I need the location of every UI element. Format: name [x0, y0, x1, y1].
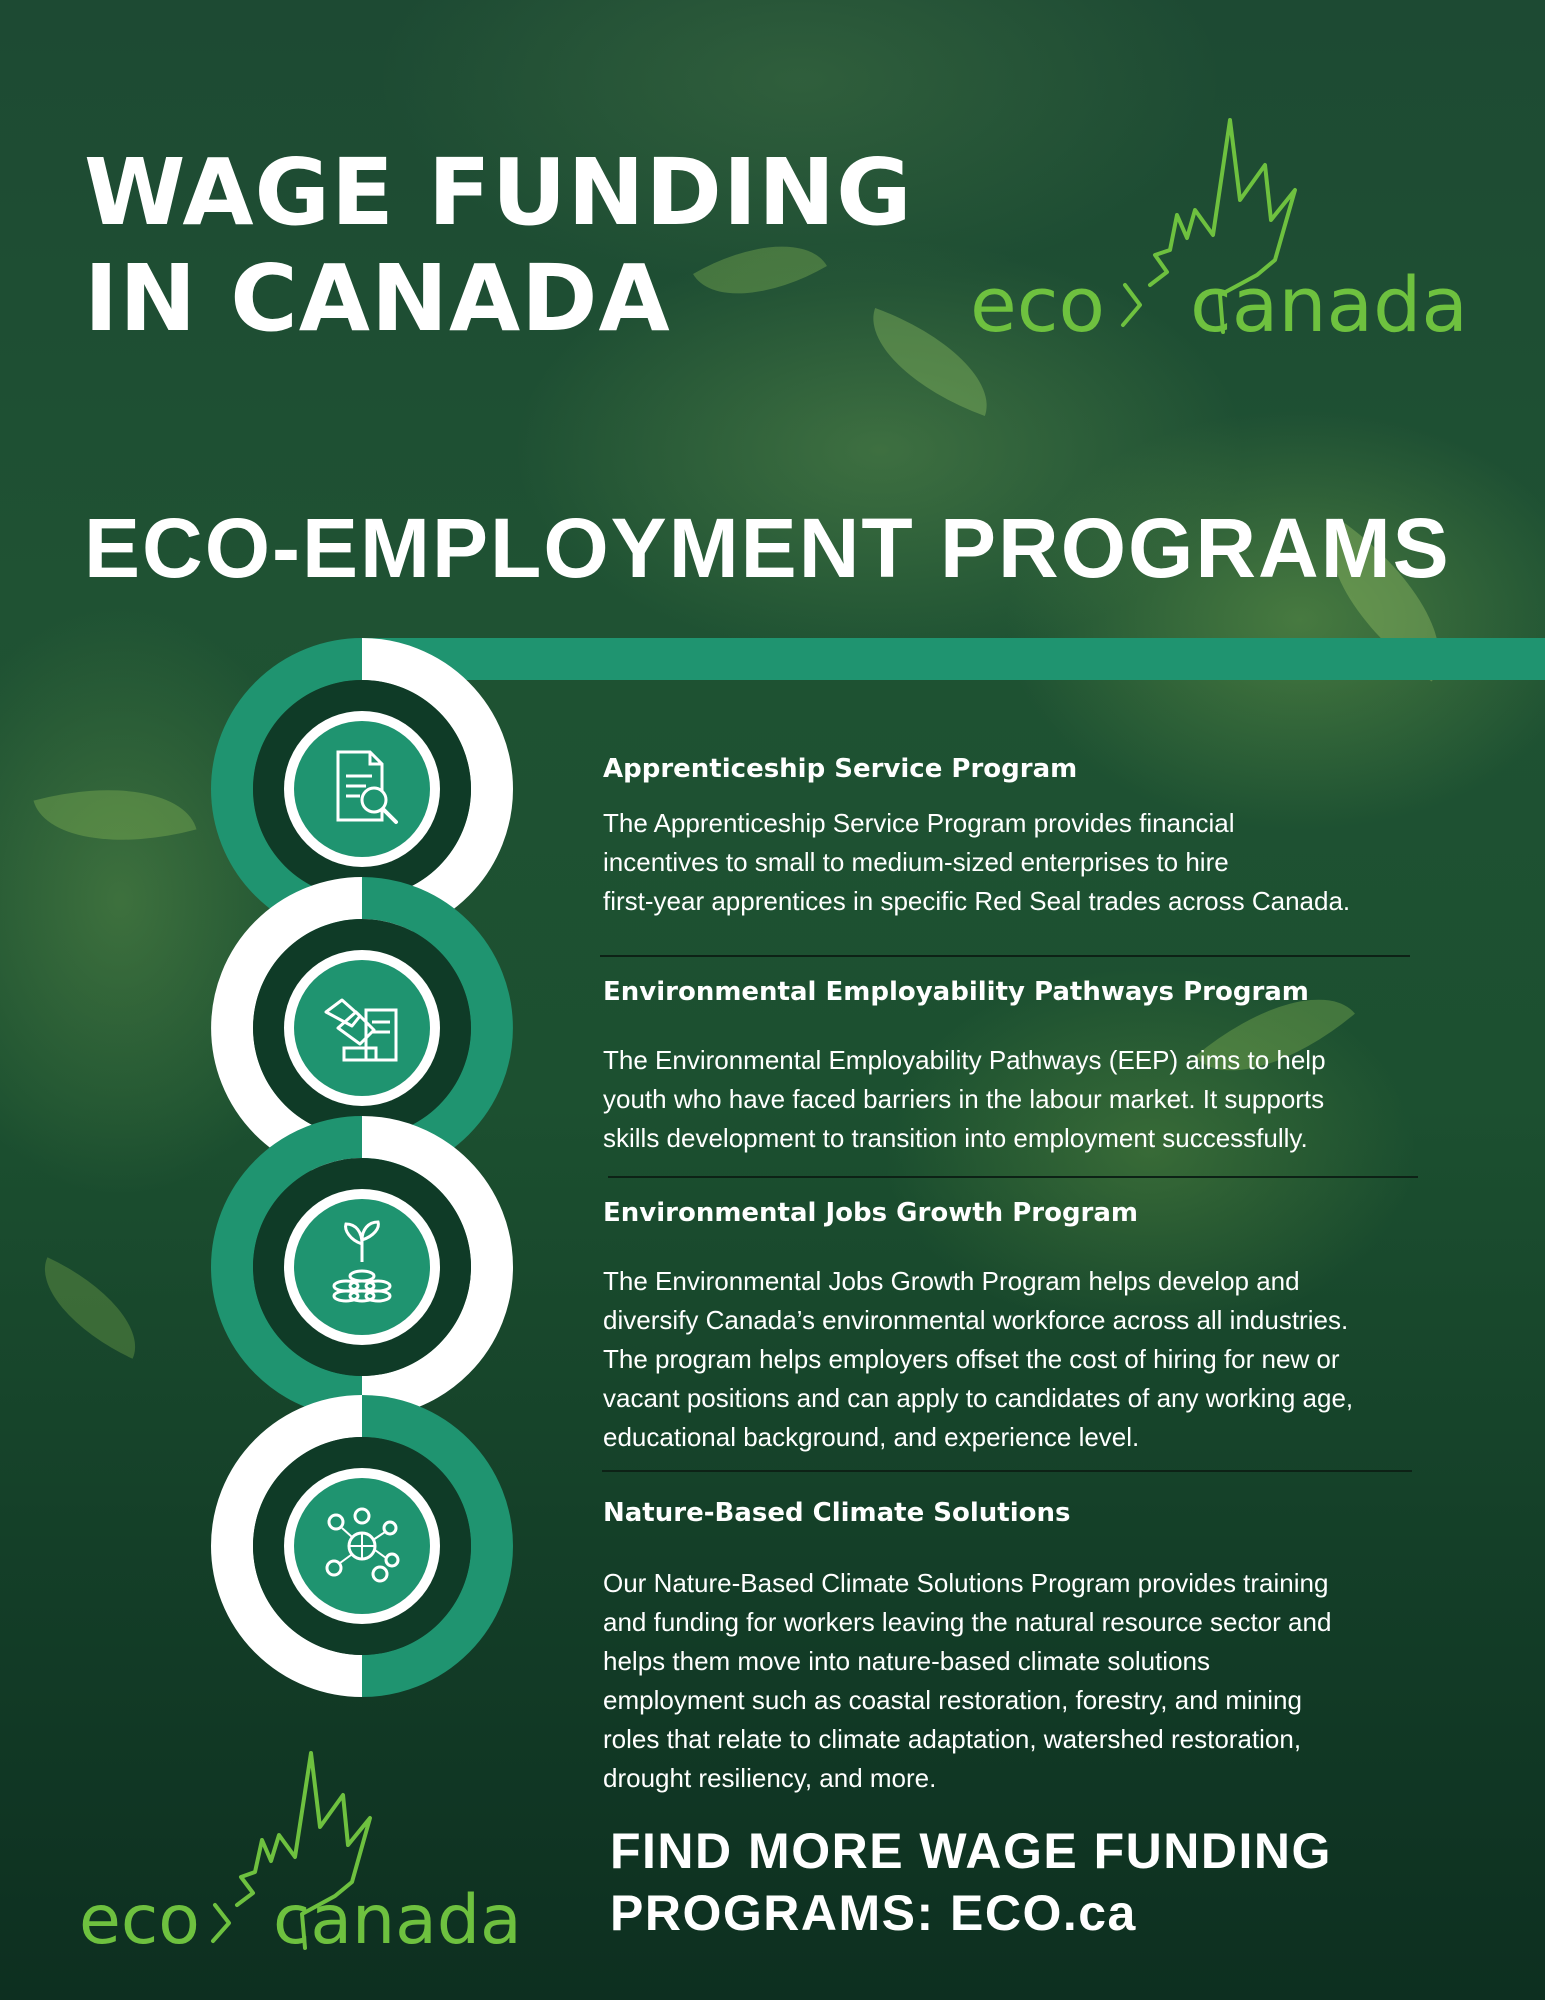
program-divider — [600, 955, 1410, 957]
cta-line-2: PROGRAMS: ECO.ca — [610, 1885, 1137, 1941]
title-line-1: WAGE FUNDING — [84, 139, 913, 246]
program-description: The Environmental Employability Pathways (EEP) aims to help youth who have faced barriers in the labour market. It supports skills development to transition into employment successfully. — [603, 1045, 1326, 1153]
program-environmental-jobs-growth — [603, 1196, 1423, 1457]
document-search-icon — [284, 711, 440, 867]
logo-word-canada: canada — [273, 1881, 522, 1960]
logo-word-canada: canada — [1190, 260, 1468, 349]
logo-word-eco: eco — [970, 260, 1106, 349]
program-description: The Apprenticeship Service Program provides financial incentives to small to medium-sized enterprises to hire first-year apprentices in specific Red Seal trades across Canada. — [603, 808, 1351, 916]
handshake-contract-icon — [284, 950, 440, 1106]
cta-line-1: FIND MORE WAGE FUNDING — [610, 1823, 1332, 1879]
section-heading: ECO-EMPLOYMENT PROGRAMS — [84, 501, 1451, 595]
program-description: Our Nature-Based Climate Solutions Program provides training and funding for workers leaving the natural resource sector and helps them move into nature-based climate solutions employment such as coastal restoration, forestry, and mining roles that relate to climate adaptation, watershed restoration, drought resiliency, and more. — [603, 1568, 1332, 1793]
program-environmental-employability — [603, 975, 1423, 1158]
plant-coins-icon — [284, 1189, 440, 1345]
timeline-top-bar — [362, 638, 1545, 680]
logo-word-eco: eco — [79, 1881, 200, 1960]
program-nature-based-climate — [603, 1496, 1423, 1798]
program-title: Apprenticeship Service Program — [603, 754, 1078, 784]
program-description: The Environmental Jobs Growth Program helps develop and diversify Canada’s environmental workforce across all industries. The program helps employers offset the cost of hiring for new or vacant positions and can apply to candidates of any working age, educational background, and experience level. — [603, 1266, 1354, 1452]
footer-call-to-action — [610, 1820, 1332, 1944]
program-title: Nature-Based Climate Solutions — [603, 1498, 1071, 1528]
program-title: Environmental Employability Pathways Program — [603, 977, 1309, 1007]
title-line-2: IN CANADA — [84, 245, 671, 352]
program-divider — [602, 1470, 1412, 1472]
people-network-icon — [284, 1468, 440, 1624]
program-divider — [608, 1176, 1418, 1178]
program-title: Environmental Jobs Growth Program — [603, 1198, 1139, 1228]
eco-canada-logo-bottom — [75, 1745, 535, 1965]
program-apprenticeship — [603, 752, 1423, 921]
